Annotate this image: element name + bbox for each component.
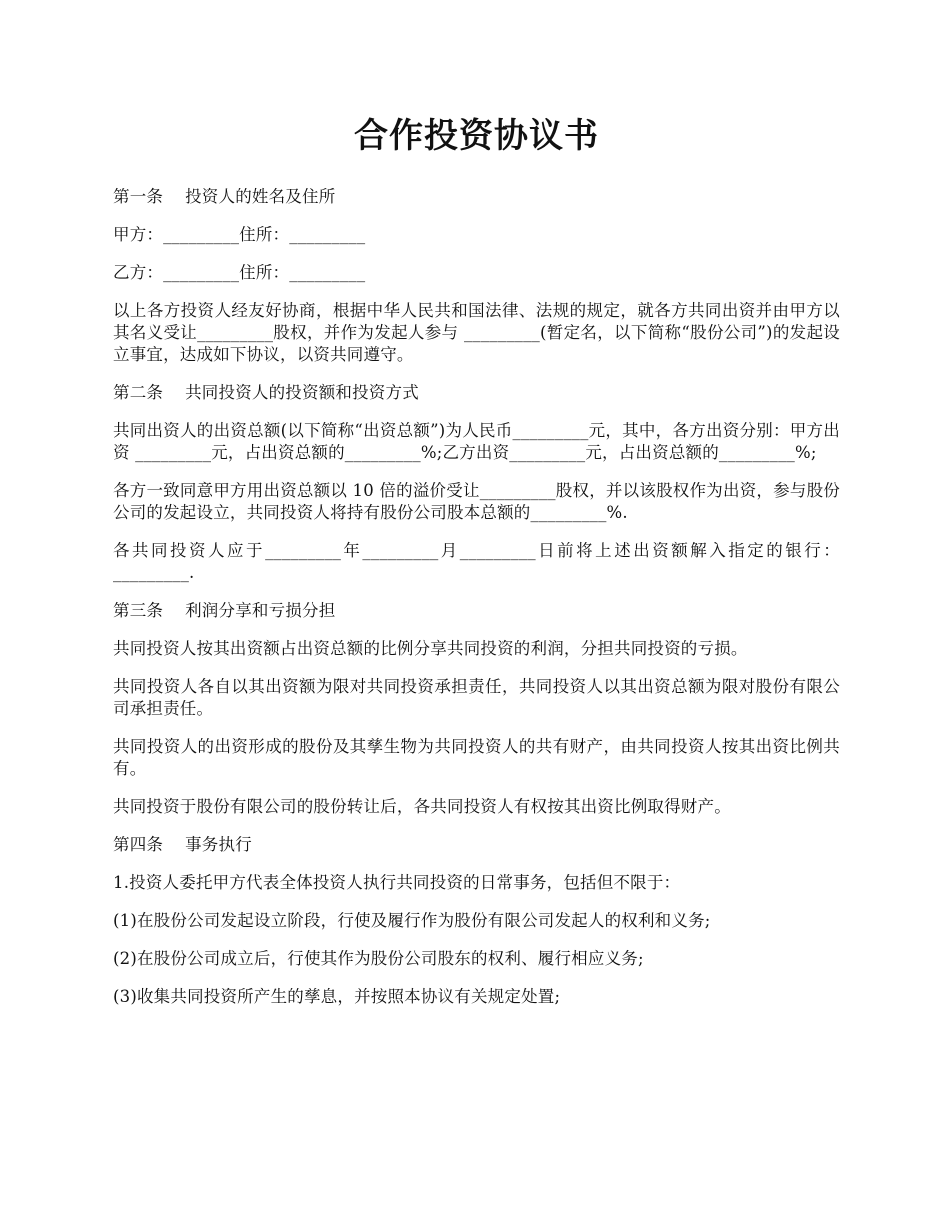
article-heading-3 [113,600,840,622]
profit-sharing-paragraph: 共同投资人按其出资额占出资总额的比例分享共同投资的利润，分担共同投资的亏损。 [113,639,748,658]
article-heading-4 [113,834,840,856]
article-title: 利润分享和亏损分担 [185,601,336,620]
preamble-paragraph: 以上各方投资人经友好协商，根据中华人民共和国法律、法规的规定，就各方共同出资并由甲方以其名义受让_________股权，并作为发起人参与 _________(暂定名，以下简称“股份公司”)的发起设立事宜，达成如下协议，以资共同遵守。 [113,301,840,364]
article-heading-1 [113,186,840,208]
list-item-1: (1)在股份公司发起设立阶段，行使及履行作为股份有限公司发起人的权利和义务; [113,911,711,930]
article-number: 第三条 [113,601,164,620]
document-title: 合作投资协议书 [354,116,599,156]
common-property-paragraph: 共同投资人的出资形成的股份及其孳生物为共同投资人的共有财产，由共同投资人按其出资比例共有。 [113,737,840,778]
investment-amount-paragraph: 共同出资人的出资总额(以下简称“出资总额”)为人民币_________元，其中，各方出资分别：甲方出资 _________元，占出资总额的_________%;乙方出资_________元，占出资总额的_________%; [113,421,840,462]
article-title: 事务执行 [185,835,252,854]
party-a-line: 甲方：_________住所：_________ [113,225,366,244]
article-title: 共同投资人的投资额和投资方式 [185,383,419,402]
article-number: 第一条 [113,187,164,206]
party-b-line: 乙方：_________住所：_________ [113,263,366,282]
article-number: 第二条 [113,383,164,402]
payment-deadline-paragraph: 各共同投资人应于_________年_________月_________日前将上述出资额解入指定的银行：_________. [113,541,840,582]
delegation-paragraph: 1.投资人委托甲方代表全体投资人执行共同投资的日常事务，包括但不限于： [113,873,681,892]
article-heading-2 [113,382,840,404]
premium-transfer-paragraph: 各方一致同意甲方用出资总额以 10 倍的溢价受让_________股权，并以该股权作为出资，参与股份公司的发起设立，共同投资人将持有股份公司股本总额的_________%. [113,481,840,522]
article-number: 第四条 [113,835,164,854]
article-title: 投资人的姓名及住所 [185,187,336,206]
list-item-2: (2)在股份公司成立后，行使其作为股份公司股东的权利、履行相应义务; [113,949,644,968]
share-transfer-paragraph: 共同投资于股份有限公司的股份转让后，各共同投资人有权按其出资比例取得财产。 [113,797,731,816]
list-item-3: (3)收集共同投资所产生的孳息，并按照本协议有关规定处置; [113,987,561,1006]
liability-paragraph: 共同投资人各自以其出资额为限对共同投资承担责任，共同投资人以其出资总额为限对股份有限公司承担责任。 [113,677,840,718]
